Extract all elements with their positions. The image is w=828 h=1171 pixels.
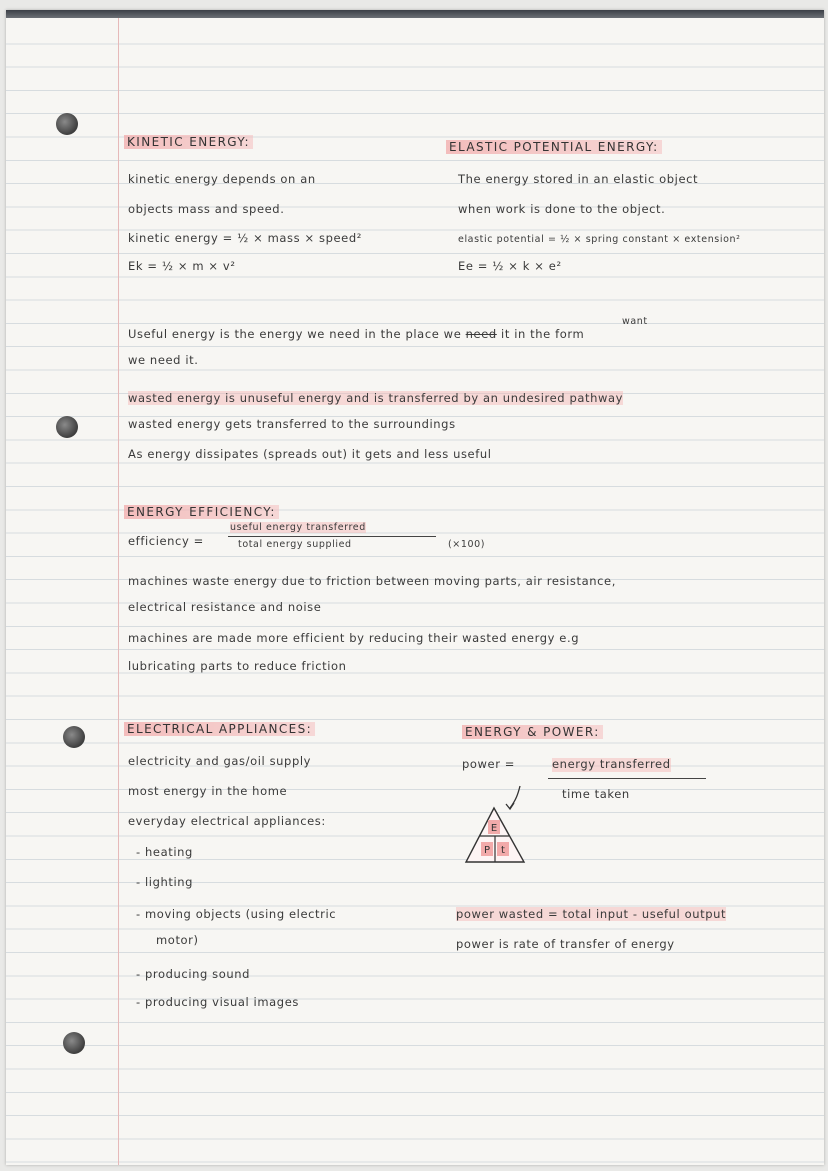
kinetic-line: kinetic energy depends on an — [128, 172, 316, 186]
appliance-bullet: - producing visual images — [136, 995, 299, 1009]
punch-hole — [56, 416, 78, 438]
power-triangle — [452, 780, 542, 870]
kinetic-line: objects mass and speed. — [128, 202, 285, 216]
efficiency-fraction-bar — [228, 536, 436, 537]
appliance-bullet: - moving objects (using electric — [136, 907, 337, 921]
notebook-page — [6, 10, 824, 1165]
kinetic-heading: KINETIC ENERGY: — [124, 135, 253, 149]
efficiency-line: lubricating parts to reduce friction — [128, 659, 347, 673]
triangle-label-p: P — [483, 845, 491, 856]
efficiency-numerator: useful energy transferred — [230, 522, 366, 533]
efficiency-denominator: total energy supplied — [238, 539, 352, 550]
power-wasted-text: power wasted = total input - useful output — [456, 907, 727, 921]
elastic-line: when work is done to the object. — [458, 202, 666, 216]
punch-hole — [63, 1032, 85, 1054]
elastic-line: Ee = ½ × k × e² — [458, 259, 562, 273]
appliance-bullet: - producing sound — [136, 967, 251, 981]
kinetic-line: kinetic energy = ½ × mass × speed² — [128, 231, 362, 245]
punch-hole — [56, 113, 78, 135]
power-numerator: energy transferred — [552, 757, 671, 771]
useful-line — [128, 328, 584, 342]
power-fraction-bar — [548, 778, 706, 779]
useful-line: we need it. — [128, 353, 199, 367]
triangle-label-t: t — [501, 845, 505, 856]
appliances-line: electricity and gas/oil supply — [128, 754, 312, 768]
struck-word: need — [465, 327, 497, 341]
dissipate-line: As energy dissipates (spreads out) it gets and less useful — [128, 447, 492, 461]
power-label: power = — [462, 757, 516, 771]
efficiency-line: machines waste energy due to friction between moving parts, air resistance, — [128, 574, 616, 588]
wasted-line — [128, 392, 623, 406]
efficiency-label: efficiency = — [128, 534, 204, 548]
elastic-line: elastic potential = ½ × spring constant × extension² — [458, 234, 741, 245]
efficiency-multiplier: (×100) — [448, 539, 486, 550]
efficiency-line: electrical resistance and noise — [128, 600, 322, 614]
appliance-bullet: motor) — [156, 933, 199, 947]
appliances-heading: ELECTRICAL APPLIANCES: — [124, 722, 315, 736]
arrow-head-icon — [506, 803, 514, 809]
triangle-label-e: E — [490, 823, 498, 834]
efficiency-line: machines are made more efficient by reducing their wasted energy e.g — [128, 631, 580, 645]
punch-hole — [63, 726, 85, 748]
power-heading: ENERGY & POWER: — [462, 725, 603, 739]
arrow-icon — [510, 786, 520, 808]
correction-note: want — [622, 316, 648, 327]
wasted-line: wasted energy gets transferred to the surroundings — [128, 417, 456, 431]
appliances-line: everyday electrical appliances: — [128, 814, 326, 828]
useful-text-end: it in the form — [501, 327, 585, 341]
appliance-bullet: - heating — [136, 845, 193, 859]
appliance-bullet: - lighting — [136, 875, 194, 889]
efficiency-heading: ENERGY EFFICIENCY: — [124, 505, 279, 519]
elastic-line: The energy stored in an elastic object — [458, 172, 699, 186]
power-rate-line: power is rate of transfer of energy — [456, 937, 675, 951]
power-denominator: time taken — [562, 787, 630, 801]
kinetic-line: Ek = ½ × m × v² — [128, 259, 236, 273]
wasted-text: wasted energy is unuseful energy and is transferred by an undesired pathway — [128, 391, 624, 405]
power-wasted-line — [456, 908, 726, 922]
margin-line — [118, 10, 119, 1165]
elastic-heading: ELASTIC POTENTIAL ENERGY: — [446, 140, 662, 154]
useful-text: Useful energy is the energy we need in the place we — [128, 327, 462, 341]
appliances-line: most energy in the home — [128, 784, 288, 798]
